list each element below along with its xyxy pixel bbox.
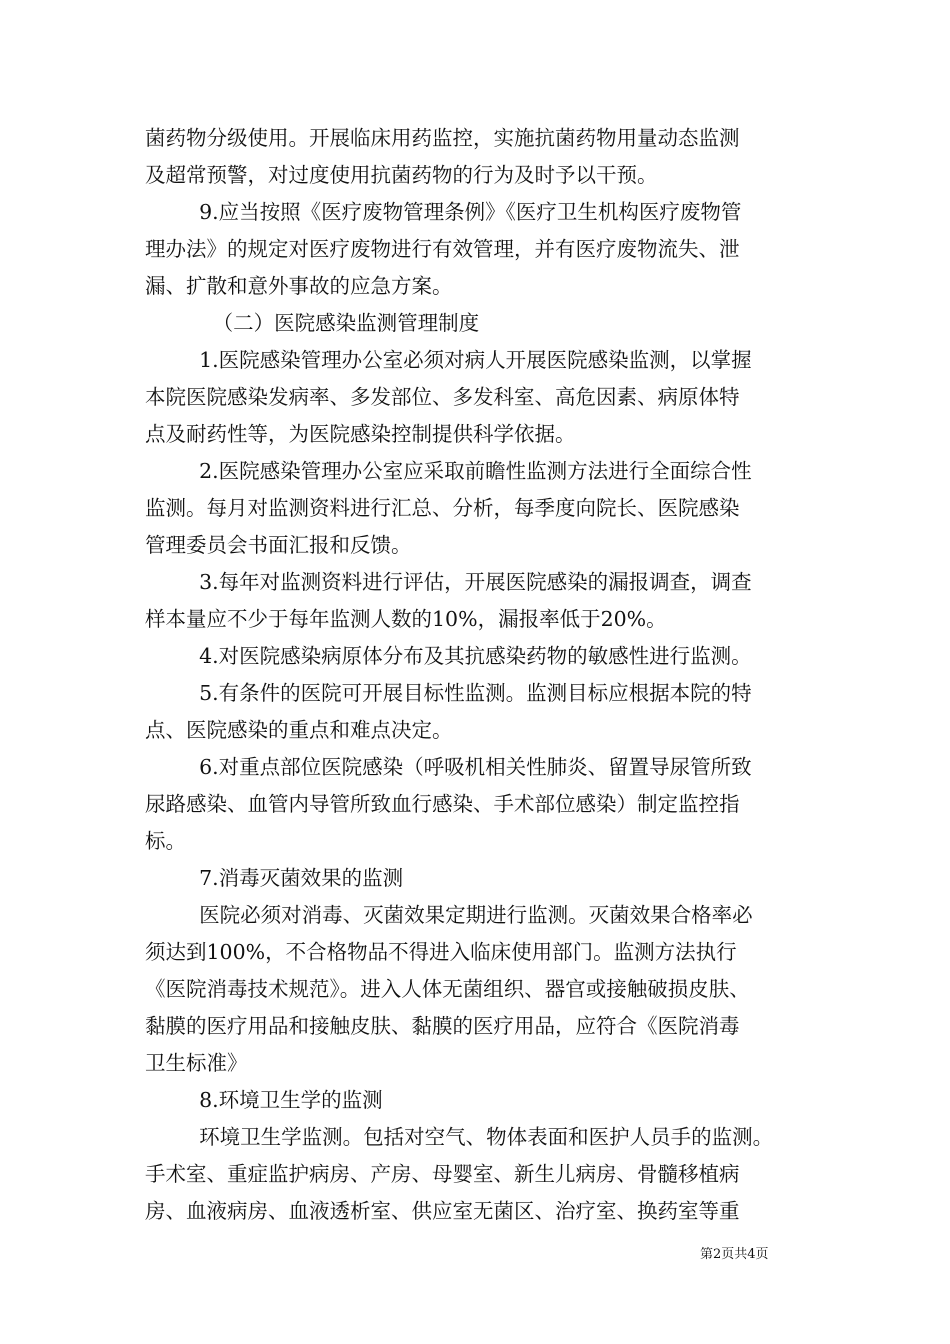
text-line: 样本量应不少于每年监测人数的10%，漏报率低于20%。 <box>145 607 667 631</box>
page-footer: 第2页共4页 <box>700 1247 769 1262</box>
text-line: 漏、扩散和意外事故的应急方案。 <box>145 274 453 298</box>
text-line: 本院医院感染发病率、多发部位、多发科室、高危因素、病原体特 <box>145 385 740 409</box>
text-line: 4.对医院感染病原体分布及其抗感染药物的敏感性进行监测。 <box>199 644 752 668</box>
text-line: 9.应当按照《医疗废物管理条例》《医疗卫生机构医疗废物管 <box>199 200 742 224</box>
text-line: 7.消毒灭菌效果的监测 <box>199 866 404 890</box>
text-line: 8.环境卫生学的监测 <box>199 1088 383 1112</box>
text-line: 标。 <box>145 829 186 853</box>
text-line: 3.每年对监测资料进行评估，开展医院感染的漏报调查，调查 <box>199 570 752 594</box>
text-line: 5.有条件的医院可开展目标性监测。监测目标应根据本院的特 <box>199 681 752 705</box>
text-line: （二）医院感染监测管理制度 <box>212 311 480 335</box>
text-line: 理办法》的规定对医疗废物进行有效管理，并有医疗废物流失、泄 <box>145 237 740 261</box>
text-line: 2.医院感染管理办公室应采取前瞻性监测方法进行全面综合性 <box>199 459 752 483</box>
text-line: 及超常预警，对过度使用抗菌药物的行为及时予以干预。 <box>145 163 658 187</box>
text-line: 须达到100%，不合格物品不得进入临床使用部门。监测方法执行 <box>145 940 737 964</box>
text-line: 手术室、重症监护病房、产房、母婴室、新生儿病房、骨髓移植病 <box>145 1162 740 1186</box>
text-line: 房、血液病房、血液透析室、供应室无菌区、治疗室、换药室等重 <box>145 1199 740 1223</box>
text-line: 尿路感染、血管内导管所致血行感染、手术部位感染）制定监控指 <box>145 792 740 816</box>
text-line: 医院必须对消毒、灭菌效果定期进行监测。灭菌效果合格率必 <box>199 903 753 927</box>
text-line: 黏膜的医疗用品和接触皮肤、黏膜的医疗用品，应符合《医院消毒 <box>145 1014 740 1038</box>
text-line: 《医院消毒技术规范》。进入人体无菌组织、器官或接触破损皮肤、 <box>145 977 750 1001</box>
text-line: 菌药物分级使用。开展临床用药监控，实施抗菌药物用量动态监测 <box>145 126 740 150</box>
text-line: 6.对重点部位医院感染（呼吸机相关性肺炎、留置导尿管所致 <box>199 755 752 779</box>
text-line: 管理委员会书面汇报和反馈。 <box>145 533 412 557</box>
text-line: 卫生标准》 <box>145 1051 248 1075</box>
text-line: 点、医院感染的重点和难点决定。 <box>145 718 453 742</box>
text-line: 监测。每月对监测资料进行汇总、分析，每季度向院长、医院感染 <box>145 496 740 520</box>
text-line: 点及耐药性等，为医院感染控制提供科学依据。 <box>145 422 576 446</box>
text-line: 环境卫生学监测。包括对空气、物体表面和医护人员手的监测。 <box>199 1125 774 1149</box>
document-body <box>145 120 815 1230</box>
text-line: 1.医院感染管理办公室必须对病人开展医院感染监测，以掌握 <box>199 348 752 372</box>
